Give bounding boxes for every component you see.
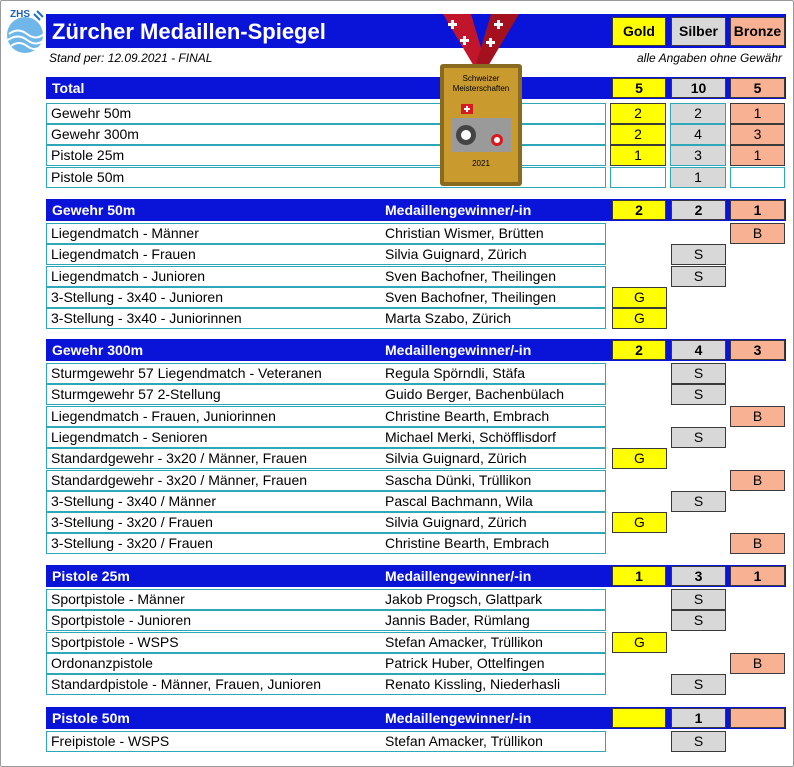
event-name: Liegendmatch - Frauen, Juniorinnen [46,406,606,427]
section-bronze-count: 1 [730,566,785,586]
event-name: Liegendmatch - Junioren [46,266,606,287]
table-row [46,384,786,405]
winner-name: Stefan Amacker, Trüllikon [385,634,543,650]
event-name: Sportpistole - WSPS [46,632,606,653]
winner-name: Jakob Progsch, Glattpark [385,591,543,607]
section-winner-header: Medaillengewinner/-in [385,342,532,358]
medal-badge: S [671,610,726,631]
winner-name: Jannis Bader, Rümlang [385,612,530,628]
event-name: Sturmgewehr 57 2-Stellung [46,384,606,405]
section-gold-count: 2 [612,200,666,220]
event-name: Standardgewehr - 3x20 / Männer, Frauen [46,470,606,491]
section-winner-header: Medaillengewinner/-in [385,202,532,218]
total-row-label: Pistole 25m [46,145,606,166]
total-row-gold: 2 [610,103,666,124]
total-row-bronze [730,167,785,188]
event-name: Standardpistole - Männer, Frauen, Junioren [46,674,606,695]
total-row-silber: 4 [670,124,726,145]
winner-name: Guido Berger, Bachenbülach [385,386,565,402]
total-row-silber: 3 [670,145,726,166]
table-row [46,363,786,384]
medal-badge: B [730,406,785,427]
total-row-bronze: 1 [730,145,785,166]
winner-name: Silvia Guignard, Zürich [385,450,527,466]
table-row [46,448,786,469]
table-row [46,287,786,308]
section-gold-count [612,708,666,728]
medal-badge: G [612,632,667,653]
medal-badge: S [671,266,726,287]
medal-badge: S [671,427,726,448]
total-bronze: 5 [730,78,785,98]
event-name: Freipistole - WSPS [46,731,606,752]
table-row [46,308,786,329]
table-row [46,632,786,653]
table-row [46,512,786,533]
section-gold-count: 2 [612,340,666,360]
winner-name: Silvia Guignard, Zürich [385,514,527,530]
event-name: 3-Stellung - 3x20 / Frauen [46,533,606,554]
logo-text: ZHS [10,9,30,20]
medal-badge: S [671,674,726,695]
winner-name: Regula Spörndli, Stäfa [385,365,526,381]
winner-name: Pascal Bachmann, Wila [385,493,533,509]
total-row-bronze: 1 [730,103,785,124]
medal-text-line1: Schweizer [462,74,500,83]
disclaimer-note: alle Angaben ohne Gewähr [637,51,782,65]
winner-name: Sven Bachofner, Theilingen [385,289,556,305]
section-title: Pistole 25m [52,568,130,584]
total-label: Total [52,80,85,96]
table-row [46,491,786,512]
section-winner-header: Medaillengewinner/-in [385,710,532,726]
medal-badge: S [671,384,726,405]
winner-name: Christine Bearth, Embrach [385,535,550,551]
medal-badge: B [730,533,785,554]
section-silber-count: 2 [671,200,726,220]
section-winner-header: Medaillengewinner/-in [385,568,532,584]
total-row-gold [610,167,666,188]
medal-badge: S [671,731,726,752]
event-name: Standardgewehr - 3x20 / Männer, Frauen [46,448,606,469]
event-name: Liegendmatch - Männer [46,223,606,244]
event-name: Liegendmatch - Senioren [46,427,606,448]
section-title: Gewehr 50m [52,202,136,218]
section-bronze-count: 1 [730,200,785,220]
col-header-gold: Gold [612,17,666,46]
medal-badge: G [612,512,667,533]
section-silber-count: 4 [671,340,726,360]
winner-name: Renato Kissling, Niederhasli [385,676,561,692]
event-name: 3-Stellung - 3x20 / Frauen [46,512,606,533]
winner-name: Christine Bearth, Embrach [385,408,550,424]
total-row-bronze: 3 [730,124,785,145]
event-name: Sportpistole - Junioren [46,610,606,631]
section-gold-count: 1 [612,566,666,586]
total-silber: 10 [671,78,726,98]
total-row-silber: 1 [670,167,726,188]
table-row [46,244,786,265]
event-name: 3-Stellung - 3x40 - Juniorinnen [46,308,606,329]
medal-badge: G [612,287,667,308]
table-row [46,223,786,244]
event-name: Sportpistole - Männer [46,589,606,610]
winner-name: Patrick Huber, Ottelfingen [385,655,545,671]
table-row [46,406,786,427]
table-row [46,427,786,448]
event-name: 3-Stellung - 3x40 / Männer [46,491,606,512]
medal-text-year: 2021 [472,159,490,168]
table-row [46,653,786,674]
total-row-label: Gewehr 50m [46,103,606,124]
event-name: Ordonanzpistole [46,653,606,674]
medal-badge: S [671,589,726,610]
winner-name: Christian Wismer, Brütten [385,225,544,241]
medal-badge: G [612,448,667,469]
stand-label: Stand per: 12.09.2021 - FINAL [49,51,213,65]
table-row [46,589,786,610]
medal-badge: G [612,308,667,329]
table-row [46,470,786,491]
col-header-bronze: Bronze [730,17,785,46]
event-name: Sturmgewehr 57 Liegendmatch - Veteranen [46,363,606,384]
table-row [46,731,786,752]
zhs-logo [4,10,46,56]
winner-name: Marta Szabo, Zürich [385,310,512,326]
medal-badge: S [671,244,726,265]
section-bronze-count: 3 [730,340,785,360]
medal-badge: B [730,470,785,491]
total-row-label: Gewehr 300m [46,124,606,145]
winner-name: Stefan Amacker, Trüllikon [385,733,543,749]
total-row-gold: 1 [610,145,666,166]
section-silber-count: 3 [671,566,726,586]
table-row [46,610,786,631]
winner-name: Silvia Guignard, Zürich [385,246,527,262]
medal-image [437,14,525,188]
table-row [46,674,786,695]
winner-name: Michael Merki, Schöfflisdorf [385,429,556,445]
section-bronze-count [730,708,785,728]
page-title: Zürcher Medaillen-Spiegel [52,19,326,44]
total-row-silber: 2 [670,103,726,124]
medal-badge: S [671,491,726,512]
section-silber-count: 1 [671,708,726,728]
event-name: Liegendmatch - Frauen [46,244,606,265]
total-gold: 5 [612,78,666,98]
section-title: Pistole 50m [52,710,130,726]
winner-name: Sascha Dünki, Trüllikon [385,472,532,488]
medal-badge: B [730,653,785,674]
medal-badge: B [730,223,785,244]
medal-badge: S [671,363,726,384]
table-row [46,533,786,554]
total-row-label: Pistole 50m [46,167,606,188]
medal-text-line2: Meisterschaften [452,84,510,93]
section-title: Gewehr 300m [52,342,144,358]
total-row-gold: 2 [610,124,666,145]
table-row [46,266,786,287]
winner-name: Sven Bachofner, Theilingen [385,268,556,284]
event-name: 3-Stellung - 3x40 - Junioren [46,287,606,308]
col-header-silber: Silber [671,17,726,46]
